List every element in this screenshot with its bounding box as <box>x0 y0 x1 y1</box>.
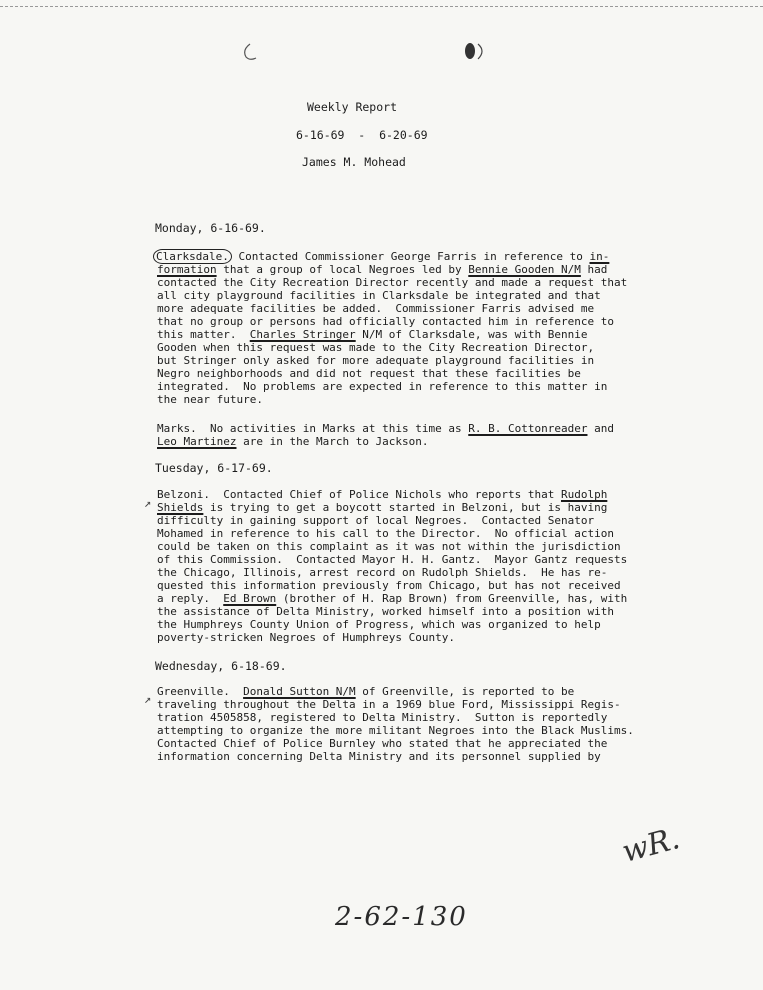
text-run: could be taken on this complaint as it was not within the jurisdiction <box>157 540 621 553</box>
text-run: Greenville. <box>157 685 244 698</box>
circled-place-name: Clarksdale. <box>153 249 232 264</box>
report-date-range: 6-16-69 - 6-20-69 <box>296 128 428 142</box>
text-line <box>157 341 627 354</box>
underlined-name: formation <box>157 263 217 276</box>
text-run: a reply. <box>157 592 224 605</box>
text-line <box>157 514 627 527</box>
page-edge-artifact <box>0 6 763 7</box>
text-run: Contacted Chief of Police Burnley who stated that he appreciated the <box>157 737 608 750</box>
text-line <box>157 618 627 631</box>
text-line <box>157 380 627 393</box>
underlined-name: Shields <box>157 501 204 514</box>
underlined-name: Rudolph <box>560 488 608 501</box>
text-run: tration 4505858, registered to Delta Ministry. Sutton is reportedly <box>157 711 608 724</box>
underlined-name: Charles Stringer <box>249 328 356 341</box>
punch-hole-mark-right <box>458 38 492 64</box>
text-run: the Chicago, Illinois, arrest record on Rudolph Shields. He has re- <box>157 566 608 579</box>
text-run: of this Commission. Contacted Mayor H. H. Gantz. Mayor Gantz requests <box>157 553 628 566</box>
text-line <box>157 631 627 644</box>
text-run: of Greenville, is reported to be <box>355 685 575 698</box>
underlined-name: in- <box>589 250 610 263</box>
text-run: contacted the City Recreation Director recently and made a request that <box>157 276 628 289</box>
paragraph-greenville <box>157 685 634 763</box>
text-run: all city playground facilities in Clarksdale be integrated and that <box>157 289 601 302</box>
text-run: more adequate facilities be added. Commissioner Farris advised me <box>157 302 595 315</box>
text-run: information concerning Delta Ministry and its personnel supplied by <box>157 750 601 763</box>
text-run: N/M of Clarksdale, was with Bennie <box>355 328 588 341</box>
report-author: James M. Mohead <box>302 155 406 169</box>
text-run: Gooden when this request was made to the City Recreation Director, <box>157 341 595 354</box>
text-run: difficulty in gaining support of local Negroes. Contacted Senator <box>157 514 595 527</box>
text-line <box>157 605 627 618</box>
text-line <box>157 579 627 592</box>
text-run: Belzoni. Contacted Chief of Police Nichols who reports that <box>157 488 561 501</box>
text-run: poverty-stricken Negroes of Humphreys County. <box>157 631 456 644</box>
underlined-name: Bennie Gooden N/M <box>468 263 581 276</box>
text-line <box>157 367 627 380</box>
text-run: the near future. <box>157 393 263 406</box>
text-line <box>157 289 627 302</box>
text-line <box>157 250 627 263</box>
text-line <box>157 393 627 406</box>
text-line <box>157 527 627 540</box>
paragraph-marks <box>157 422 614 448</box>
text-run: and <box>587 422 614 435</box>
text-run: (brother of H. Rap Brown) from Greenville, has, with <box>276 592 628 605</box>
margin-tick-mark: ↗ <box>144 496 152 510</box>
text-run: that a group of local Negroes led by <box>216 263 469 276</box>
text-run: integrated. No problems are expected in reference to this matter in <box>157 380 608 393</box>
text-line <box>157 724 634 737</box>
underlined-name: Donald Sutton N/M <box>243 685 356 698</box>
text-line <box>157 354 627 367</box>
paragraph-clarksdale <box>157 250 627 406</box>
text-run: that no group or persons had officially contacted him in reference to <box>157 315 614 328</box>
text-line <box>157 540 627 553</box>
text-line <box>157 263 627 276</box>
margin-tick-mark: ↗ <box>144 692 152 706</box>
text-line <box>157 422 614 435</box>
day-heading-tuesday: Tuesday, 6-17-69. <box>155 461 273 475</box>
handwritten-document-number: 2-62-130 <box>335 902 468 932</box>
paragraph-belzoni <box>157 488 627 644</box>
text-line <box>157 553 627 566</box>
text-run: had <box>580 263 608 276</box>
text-line <box>157 711 634 724</box>
text-run: traveling throughout the Delta in a 1969 blue Ford, Mississippi Regis- <box>157 698 621 711</box>
text-line <box>157 488 627 501</box>
text-run: this matter. <box>157 328 250 341</box>
text-line <box>157 592 627 605</box>
underlined-name: Ed Brown <box>223 592 277 605</box>
day-heading-wednesday: Wednesday, 6-18-69. <box>155 659 287 673</box>
text-run: Marks. No activities in Marks at this time as <box>157 422 469 435</box>
text-line <box>157 685 634 698</box>
report-title: Weekly Report <box>307 100 398 114</box>
text-line <box>157 328 627 341</box>
text-run: is trying to get a boycott started in Belzoni, but is having <box>203 501 608 514</box>
text-run: Negro neighborhoods and did not request that these facilities be <box>157 367 581 380</box>
text-line <box>157 698 634 711</box>
text-run: attempting to organize the more militant Negroes into the Black Muslims. <box>157 724 634 737</box>
underlined-name: Leo Martinez <box>157 435 237 448</box>
text-line <box>157 302 627 315</box>
text-run: quested this information previously from Chicago, but has not received <box>157 579 621 592</box>
text-line <box>157 315 627 328</box>
handwritten-initials: wR. <box>618 821 684 870</box>
text-run: are in the March to Jackson. <box>236 435 429 448</box>
text-run: Contacted Commissioner George Farris in reference to <box>231 250 590 263</box>
text-run: Mohamed in reference to his call to the Director. No official action <box>157 527 614 540</box>
text-line <box>157 750 634 763</box>
text-line <box>157 435 614 448</box>
text-line <box>157 276 627 289</box>
text-run: the assistance of Delta Ministry, worked himself into a position with <box>157 605 614 618</box>
text-line <box>157 501 627 514</box>
text-run: but Stringer only asked for more adequate playground facilities in <box>157 354 595 367</box>
underlined-name: R. B. Cottonreader <box>468 422 588 435</box>
day-heading-monday: Monday, 6-16-69. <box>155 221 266 235</box>
text-line <box>157 737 634 750</box>
text-line <box>157 566 627 579</box>
punch-hole-mark <box>238 40 260 62</box>
text-run: the Humphreys County Union of Progress, which was organized to help <box>157 618 601 631</box>
